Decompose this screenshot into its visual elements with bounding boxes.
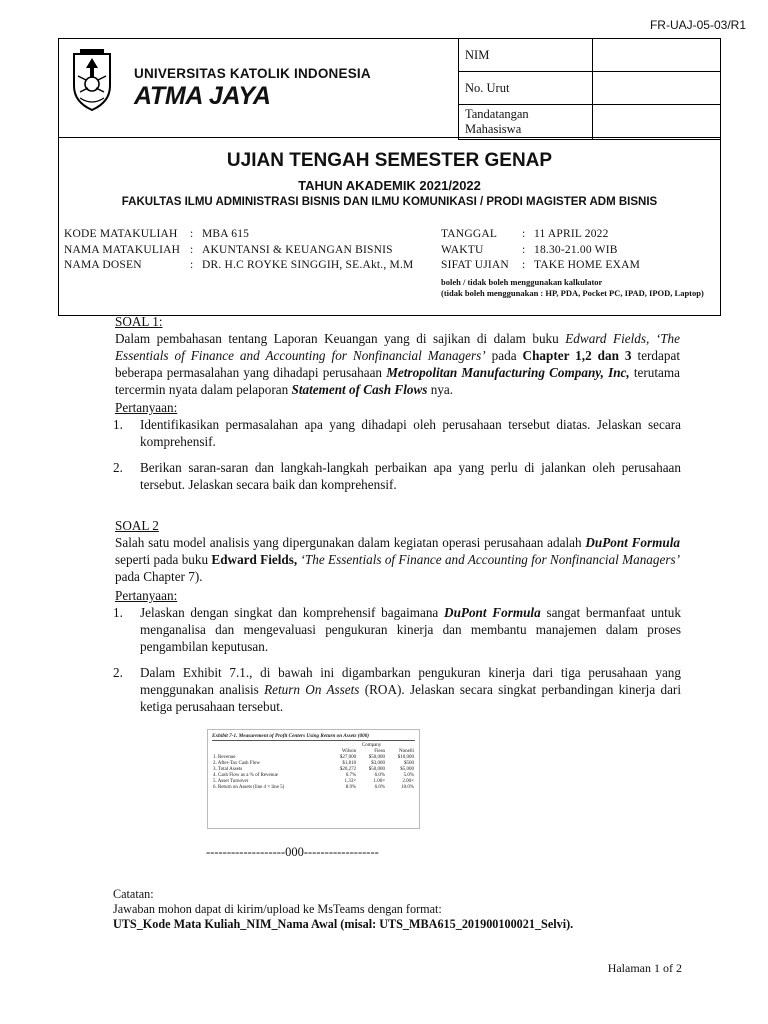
info-key: NAMA DOSEN (64, 259, 142, 271)
soal1-paragraph (115, 330, 680, 398)
soal1-question-1 (113, 416, 681, 450)
text: pada (485, 348, 523, 363)
exam-title: UJIAN TENGAH SEMESTER GENAP (226, 150, 553, 171)
info-value: MBA 615 (202, 228, 250, 240)
author: Edward Fields, (565, 331, 650, 346)
exhibit-cell: $1,810 (342, 761, 357, 766)
section-separator: -------------------000------------------ (206, 845, 379, 859)
exhibit-col-header: Wilson (341, 749, 357, 754)
exhibit-group-header: Company (361, 743, 382, 748)
nim-label: NIM (459, 39, 593, 72)
soal1-question-heading: Pertanyaan: (115, 400, 178, 415)
exam-info (441, 227, 640, 274)
exhibit-row-label: 5. Asset Turnover (213, 779, 249, 784)
form-code: FR-UAJ-05-03/R1 (649, 18, 746, 32)
info-row-date: TANGGAL : 11 APRIL 2022 (441, 227, 640, 243)
exhibit-cell: $5,000 (400, 767, 414, 772)
calculator-note-line1: boleh / tidak boleh menggunakan kalkulator (441, 277, 603, 287)
company-name: Metropolitan Manufacturing Company, Inc, (386, 365, 630, 380)
text: (ROA). Jelaskan secara singkat perbandingan kinerja dari ketiga perusahaan tersebut. (140, 682, 681, 714)
info-row-course-name: NAMA MATAKULIAH : AKUNTANSI & KEUANGAN BISNIS (64, 243, 413, 259)
no-urut-field[interactable] (593, 72, 721, 105)
exhibit-cell: 10.0% (401, 785, 414, 790)
question-number: 2. (113, 460, 123, 475)
exhibit-cell: $500 (404, 761, 414, 766)
text: seperti pada buku (115, 552, 212, 567)
info-value: TAKE HOME EXAM (534, 259, 641, 271)
university-line: UNIVERSITAS KATOLIK INDONESIA (134, 66, 371, 81)
book-title: ‘The Essentials of Finance and Accounting for Nonfinancial Managers’ (115, 331, 680, 363)
exam-year: TAHUN AKADEMIK 2021/2022 (298, 178, 481, 193)
exhibit-cell: 5.0% (403, 773, 414, 778)
exhibit-row-label: 4. Cash Flow as a % of Revenue (213, 773, 278, 778)
text: pada Chapter 7). (115, 569, 203, 584)
exhibit-cell: 2.00× (402, 779, 414, 784)
notes-line1: Jawaban mohon dapat di kirim/upload ke MsTeams dengan format: (113, 902, 442, 916)
exhibit-row-label: 2. After-Tax Cash Flow (213, 761, 261, 766)
id-row-nim (459, 39, 721, 72)
exhibit-cell: $10,000 (397, 755, 414, 760)
signature-label: Tandatangan Mahasiswa (459, 105, 593, 140)
submission-notes (113, 887, 573, 932)
dupont-term: DuPont Formula (444, 605, 541, 620)
info-value: DR. H.C ROYKE SINGGIH, SE.Akt., M.M (202, 259, 414, 271)
text: terutama tercermin nyata dalam pelaporan (115, 365, 680, 397)
id-row-signature (459, 105, 721, 140)
info-key: KODE MATAKULIAH (64, 228, 178, 240)
exhibit-cell: 1.00× (373, 779, 386, 784)
info-value: 18.30-21.00 WIB (534, 243, 618, 256)
author: Edward Fields, (211, 552, 298, 567)
question-text (140, 604, 681, 655)
exhibit-cell: $20,272 (339, 767, 357, 772)
info-value: 11 APRIL 2022 (534, 228, 609, 240)
nim-field[interactable] (593, 39, 721, 72)
student-id-table (458, 38, 721, 140)
exhibit-cell: 1.33× (344, 779, 357, 784)
calculator-note (441, 277, 716, 299)
id-row-no-urut (459, 72, 721, 105)
exhibit-cell: $27,000 (339, 755, 357, 760)
exhibit-7-1-image (207, 729, 420, 829)
exhibit-cell: $3,000 (371, 761, 386, 766)
exhibit-cell: $50,000 (368, 767, 386, 772)
roa-term: Return On Assets (264, 682, 360, 697)
course-info (64, 227, 413, 274)
question-number: 2. (113, 665, 123, 680)
text: Jelaskan dengan singkat dan komprehensif bagaimana (140, 605, 445, 620)
info-value: AKUNTANSI & KEUANGAN BISNIS (202, 243, 393, 256)
soal2-question-1 (113, 604, 681, 655)
signature-field[interactable] (593, 105, 721, 140)
text: Dalam Exhibit 7.1., di bawah ini digambarkan pengukuran kinerja dari tiga perusahaan yang menggunakan analisis (140, 665, 681, 697)
exhibit-col-header: Nonelli (399, 749, 414, 754)
university-name: ATMA JAYA (134, 82, 271, 110)
exhibit-cell: $50,000 (368, 755, 386, 760)
info-key: SIFAT UJIAN (441, 259, 509, 271)
exhibit-cell: 6.0% (374, 773, 386, 778)
info-row-lecturer: NAMA DOSEN : DR. H.C ROYKE SINGGIH, SE.Akt., M.M (64, 258, 413, 274)
exhibit-table (212, 743, 415, 791)
info-key: NAMA MATAKULIAH (64, 243, 181, 256)
exhibit-title: Exhibit 7-1. Measurement of Profit Centers Using Return on Assets (000) (212, 733, 415, 741)
question-number: 1. (113, 417, 123, 432)
dupont-term: DuPont Formula (585, 535, 680, 550)
exhibit-cell: 8.9% (345, 785, 357, 790)
soal1-heading: SOAL 1: (115, 314, 163, 329)
question-text (140, 664, 681, 715)
text: nya. (427, 382, 454, 397)
soal2-question-2 (113, 664, 681, 715)
calculator-note-line2: (tidak boleh menggunakan : HP, PDA, Pocket PC, IPAD, IPOD, Laptop) (441, 288, 704, 298)
question-text: Berikan saran-saran dan langkah-langkah perbaikan apa yang perlu di jalankan oleh perusahaan tersebut. Jelaskan secara baik dan komprehensif. (140, 460, 681, 492)
text: sangat bermanfaat untuk menganalisa dan mengevaluasi pengukuran kinerja dan membantu manajemen dalam proses pengambilan keputusan. (140, 605, 681, 654)
page-number: Halaman 1 of 2 (607, 961, 682, 975)
info-row-exam-type: SIFAT UJIAN : TAKE HOME EXAM (441, 258, 640, 274)
question-text: Identifikasikan permasalahan apa yang dihadapi oleh perusahaan tersebut diatas. Jelaskan secara komprehensif. (140, 417, 681, 449)
soal2-heading: SOAL 2 (115, 518, 159, 533)
statement-name: Statement of Cash Flows (291, 382, 428, 397)
exhibit-col-header: Fiesn (374, 749, 386, 754)
soal2-question-heading: Pertanyaan: (115, 588, 178, 603)
soal1-question-2 (113, 459, 681, 493)
text: Dalam pembahasan tentang Laporan Keuangan yang di sajikan di dalam buku (115, 331, 566, 346)
exhibit-row-label: 6. Return on Assets (line 4 × line 5) (213, 785, 285, 790)
soal2-paragraph (115, 534, 680, 585)
university-logo-icon (68, 48, 116, 112)
notes-line2: UTS_Kode Mata Kuliah_NIM_Nama Awal (misal: UTS_MBA615_201900100021_Selvi). (113, 917, 574, 931)
notes-label: Catatan: (113, 887, 154, 901)
info-key: WAKTU (441, 243, 484, 256)
book-title: ‘The Essentials of Finance and Accounting for Nonfinancial Managers’ (297, 552, 681, 567)
exhibit-row (212, 785, 415, 791)
question-number: 1. (113, 605, 123, 620)
info-key: TANGGAL (441, 228, 498, 240)
chapter: Chapter 1,2 dan 3 (522, 348, 632, 363)
exhibit-cell: 6.7% (345, 773, 357, 778)
exhibit-row-label: 3. Total Assets (213, 767, 243, 772)
exam-faculty: FAKULTAS ILMU ADMINISTRASI BISNIS DAN ILMU KOMUNIKASI / PRODI MAGISTER ADM BISNIS (121, 196, 658, 208)
info-row-time: WAKTU : 18.30-21.00 WIB (441, 243, 640, 259)
text: Salah satu model analisis yang dipergunakan dalam kegiatan operasi perusahaan adalah (115, 535, 586, 550)
info-row-course-code: KODE MATAKULIAH : MBA 615 (64, 227, 413, 243)
no-urut-label: No. Urut (459, 72, 593, 105)
exhibit-row-label: 1. Revenue (213, 755, 236, 760)
exhibit-cell: 6.0% (374, 785, 386, 790)
text: terdapat beberapa permasalahan yang dihadapi perusahaan (115, 348, 680, 380)
